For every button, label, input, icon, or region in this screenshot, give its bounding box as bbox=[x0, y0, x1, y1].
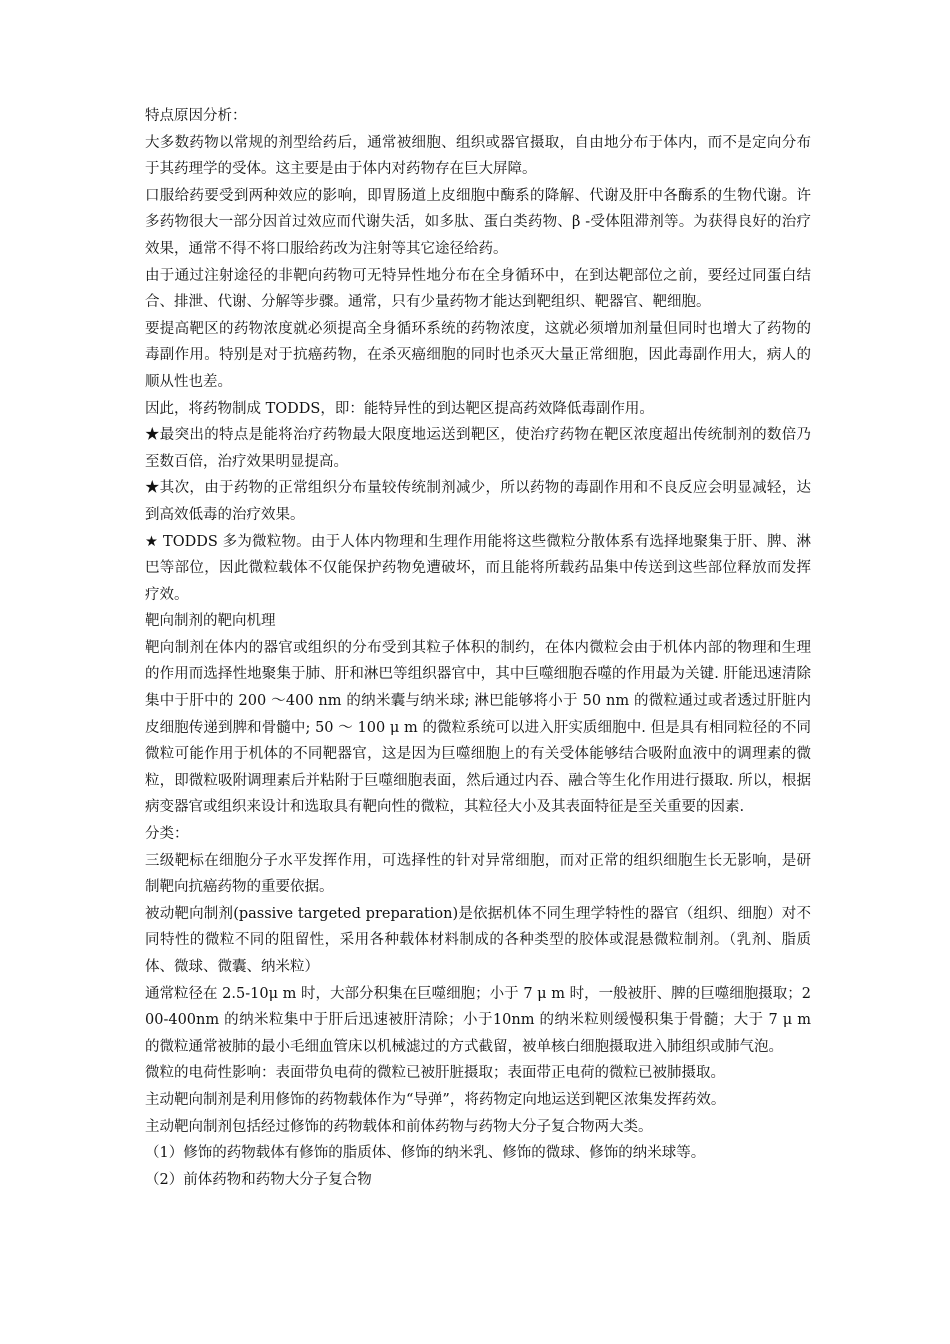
paragraph: 由于通过注射途径的非靶向药物可无特异性地分布在全身循环中，在到达靶部位之前，要经过同蛋白结合、排泄、代谢、分解等步骤。通常，只有少量药物才能达到靶组织、靶器官、靶细胞。 bbox=[145, 267, 811, 311]
paragraph: 三级靶标在细胞分子水平发挥作用，可选择性的针对异常细胞，而对正常的组织细胞生长无影响，是研制靶向抗癌药物的重要依据。 bbox=[145, 852, 811, 896]
list-item: （1）修饰的药物载体有修饰的脂质体、修饰的纳米乳、修饰的微球、修饰的纳米球等。 bbox=[145, 1145, 706, 1162]
list-item: （2）前体药物和药物大分子复合物 bbox=[145, 1171, 372, 1188]
bullet-paragraph: ★ TODDS 多为微粒物。由于人体内物理和生理作用能将这些微粒分散体系有选择地聚集于肝、脾、淋巴等部位，因此微粒载体不仅能保护药物免遭破坏，而且能将所载药品集中传送到这些部位释放而发挥疗效。 bbox=[145, 533, 811, 603]
section-heading-classification: 分类： bbox=[145, 826, 189, 843]
paragraph: 被动靶向制剂(passive targeted preparation)是依据机体不同生理学特性的器官（组织、细胞）对不同特性的微粒不同的阻留性，采用各种载体材料制成的各种类型的胶体或混悬微粒制剂。（乳剂、脂质体、微球、微囊、纳米粒） bbox=[145, 905, 811, 975]
paragraph: 因此，将药物制成 TODDS，即：能特异性的到达靶区提高药效降低毒副作用。 bbox=[145, 400, 654, 417]
paragraph: 口服给药要受到两种效应的影响，即胃肠道上皮细胞中酶系的降解、代谢及肝中各酶系的生物代谢。许多药物很大一部分因首过效应而代谢失活，如多肽、蛋白类药物、β -受体阻滞剂等。为获得良好的治疗效果，通常不得不将口服给药改为注射等其它途径给药。 bbox=[145, 187, 811, 257]
paragraph: 大多数药物以常规的剂型给药后，通常被细胞、组织或器官摄取，自由地分布于体内，而不是定向分布于其药理学的受体。这主要是由于体内对药物存在巨大屏障。 bbox=[145, 134, 811, 178]
paragraph: 微粒的电荷性影响：表面带负电荷的微粒已被肝脏摄取；表面带正电荷的微粒已被肺摄取。 bbox=[145, 1065, 725, 1082]
section-heading-mechanism: 靶向制剂的靶向机理 bbox=[145, 613, 276, 630]
bullet-paragraph: ★其次，由于药物的正常组织分布量较传统制剂减少，所以药物的毒副作用和不良反应会明显减轻，达到高效低毒的治疗效果。 bbox=[145, 480, 811, 523]
paragraph: 主动靶向制剂是利用修饰的药物载体作为“导弹”，将药物定向地运送到靶区浓集发挥药效。 bbox=[145, 1091, 726, 1108]
paragraph: 靶向制剂在体内的器官或组织的分布受到其粒子体积的制约，在体内微粒会由于机体内部的物理和生理的作用而选择性地聚集于肺、肝和淋巴等组织器官中，其中巨噬细胞吞噬的作用最为关键. 肝能迅速清除集中于肝中的 200 ～400 nm 的纳米囊与纳米球; 淋巴能够将小于 50 nm 的微粒通过或者透过肝脏内皮细胞传递到脾和骨髓中; 50 ～ 100 μ m 的微粒系统可以进入肝实质细胞中. 但是具有相同粒径的不同微粒可能作用于机体的不同靶器官，这是因为巨噬细胞上的有关受体能够结合吸附血液中的调理素的微粒，即微粒吸附调理素后并粘附于巨噬细胞表面，然后通过内吞、融合等生化作用进行摄取. 所以，根据病变器官或组织来设计和选取具有靶向性的微粒，其粒径大小及其表面特征是至关重要的因素. bbox=[145, 639, 811, 816]
paragraph: 通常粒径在 2.5-10μ m 时，大部分积集在巨噬细胞；小于 7 μ m 时，一般被肝、脾的巨噬细胞摄取；200-400nm 的纳米粒集中于肝后迅速被肝清除；小于10nm 的纳米粒则缓慢积集于骨髓；大于 7 μ m 的微粒通常被肺的最小毛细血管床以机械滤过的方式截留，被单核白细胞摄取进入肺组织或肺气泡。 bbox=[145, 985, 811, 1055]
bullet-paragraph: ★最突出的特点是能将治疗药物最大限度地运送到靶区，使治疗药物在靶区浓度超出传统制剂的数倍乃至数百倍，治疗效果明显提高。 bbox=[145, 427, 811, 470]
paragraph: 主动靶向制剂包括经过修饰的药物载体和前体药物与药物大分子复合物两大类。 bbox=[145, 1118, 653, 1135]
document-page bbox=[145, 103, 811, 1193]
section-heading-analysis: 特点原因分析： bbox=[145, 108, 247, 124]
paragraph: 要提高靶区的药物浓度就必须提高全身循环系统的药物浓度，这就必须增加剂量但同时也增大了药物的毒副作用。特别是对于抗癌药物，在杀灭癌细胞的同时也杀灭大量正常细胞，因此毒副作用大，病人的顺从性也差。 bbox=[145, 320, 811, 390]
